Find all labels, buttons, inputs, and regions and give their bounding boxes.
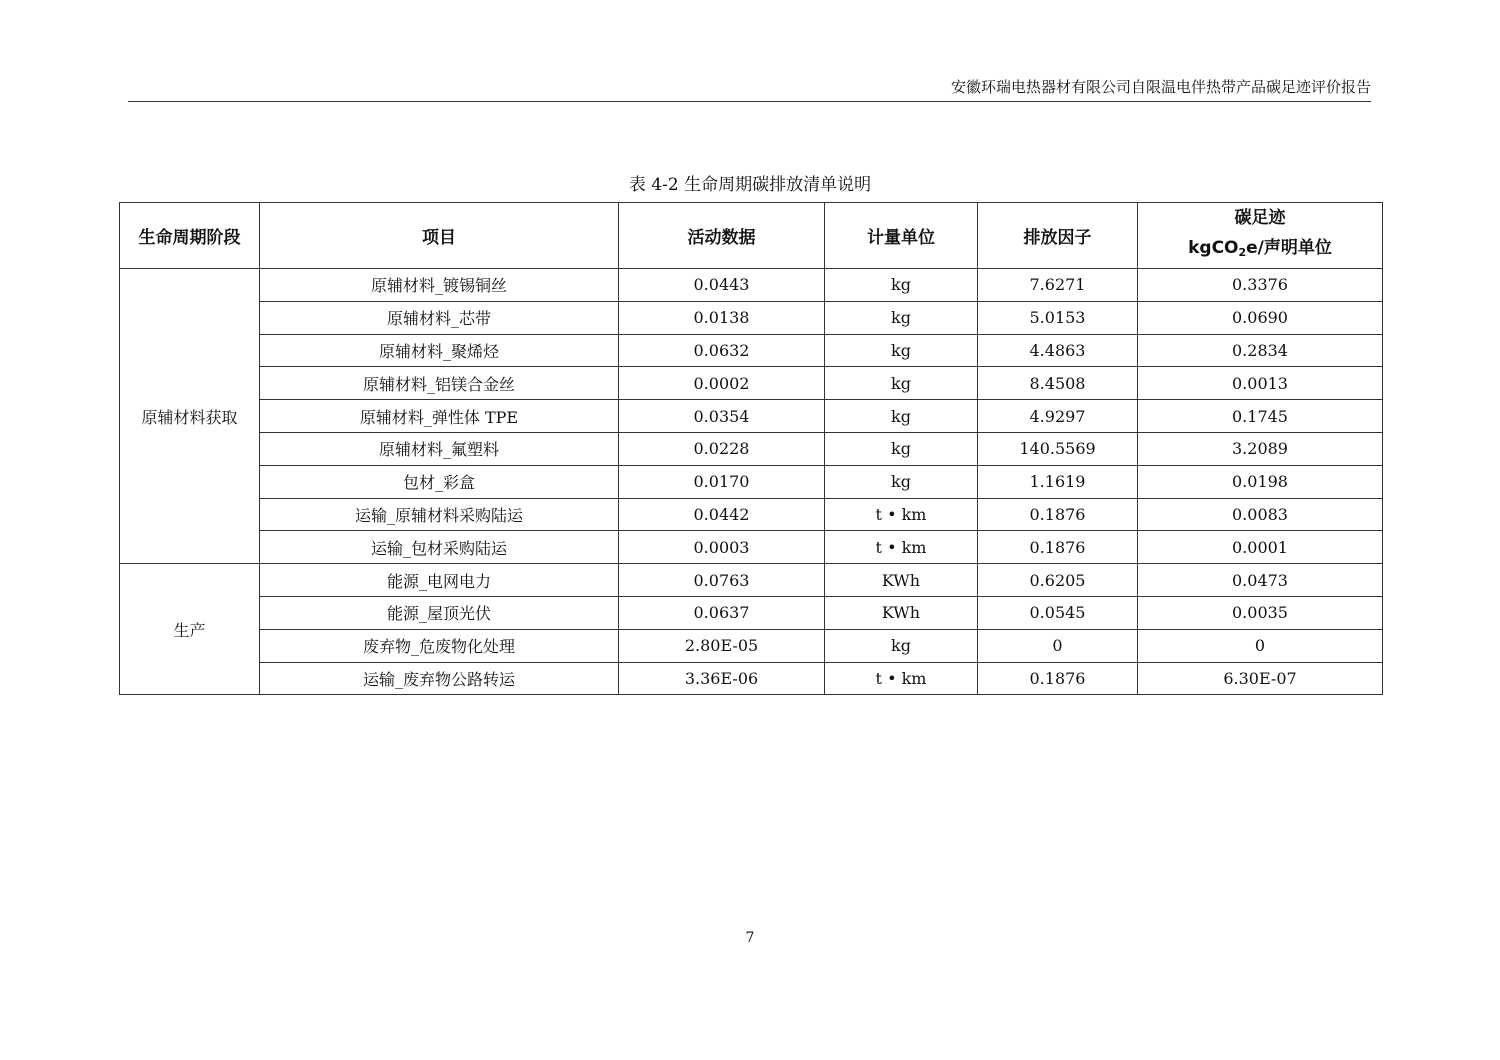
footprint-cell: 0.0198	[1138, 465, 1383, 498]
table-row	[120, 662, 1383, 695]
item-cell: 能源_电网电力	[260, 564, 619, 597]
activity-cell: 0.0354	[619, 400, 825, 433]
header-item: 项目	[260, 203, 619, 269]
table-row	[120, 334, 1383, 367]
table-row	[120, 465, 1383, 498]
table-row	[120, 531, 1383, 564]
unit-cell: kg	[825, 400, 978, 433]
footprint-cell: 3.2089	[1138, 432, 1383, 465]
stage-cell: 生产	[120, 564, 260, 695]
table-row	[120, 596, 1383, 629]
stage-cell: 原辅材料获取	[120, 269, 260, 564]
factor-cell: 1.1619	[978, 465, 1138, 498]
header-footprint-line1: 碳足迹	[1234, 208, 1286, 228]
table-row	[120, 498, 1383, 531]
factor-cell: 0.1876	[978, 531, 1138, 564]
activity-cell: 0.0138	[619, 301, 825, 334]
factor-cell: 8.4508	[978, 367, 1138, 400]
footprint-cell: 0.0083	[1138, 498, 1383, 531]
carbon-emission-table	[119, 202, 1383, 695]
table-row	[120, 629, 1383, 662]
unit-cell: kg	[825, 334, 978, 367]
footprint-cell: 0.0013	[1138, 367, 1383, 400]
unit-cell: t • km	[825, 498, 978, 531]
footprint-cell: 0.1745	[1138, 400, 1383, 433]
footprint-cell: 0.0035	[1138, 596, 1383, 629]
header-activity: 活动数据	[619, 203, 825, 269]
table-header-row	[120, 203, 1383, 269]
page-number: 7	[745, 930, 755, 946]
table-caption: 表 4-2 生命周期碳排放清单说明	[628, 175, 872, 195]
activity-cell: 0.0228	[619, 432, 825, 465]
unit-cell: kg	[825, 465, 978, 498]
item-cell: 能源_屋顶光伏	[260, 596, 619, 629]
footprint-cell: 0.2834	[1138, 334, 1383, 367]
header-footprint-pre: kgCO	[1188, 238, 1239, 258]
header-factor: 排放因子	[978, 203, 1138, 269]
item-cell: 原辅材料_芯带	[260, 301, 619, 334]
activity-cell: 0.0002	[619, 367, 825, 400]
footprint-cell: 0.0690	[1138, 301, 1383, 334]
footprint-cell: 0.3376	[1138, 269, 1383, 302]
activity-cell: 0.0763	[619, 564, 825, 597]
unit-cell: KWh	[825, 596, 978, 629]
factor-cell: 0	[978, 629, 1138, 662]
factor-cell: 7.6271	[978, 269, 1138, 302]
table-row	[120, 564, 1383, 597]
activity-cell: 0.0442	[619, 498, 825, 531]
item-cell: 运输_包材采购陆运	[260, 531, 619, 564]
table-row	[120, 269, 1383, 302]
unit-cell: kg	[825, 301, 978, 334]
header-footprint	[1138, 203, 1383, 269]
activity-cell: 0.0170	[619, 465, 825, 498]
unit-cell: kg	[825, 629, 978, 662]
activity-cell: 0.0637	[619, 596, 825, 629]
header-footprint-line2	[1138, 233, 1382, 268]
footprint-cell: 0.0001	[1138, 531, 1383, 564]
table-row	[120, 400, 1383, 433]
item-cell: 原辅材料_镀锡铜丝	[260, 269, 619, 302]
unit-cell: kg	[825, 432, 978, 465]
unit-cell: t • km	[825, 531, 978, 564]
factor-cell: 140.5569	[978, 432, 1138, 465]
unit-cell: kg	[825, 367, 978, 400]
factor-cell: 0.0545	[978, 596, 1138, 629]
activity-cell: 0.0003	[619, 531, 825, 564]
header-footprint-post: e/声明单位	[1246, 238, 1332, 258]
item-cell: 原辅材料_聚烯烃	[260, 334, 619, 367]
table-body	[120, 269, 1383, 695]
footprint-cell: 0	[1138, 629, 1383, 662]
item-cell: 原辅材料_铝镁合金丝	[260, 367, 619, 400]
activity-cell: 0.0632	[619, 334, 825, 367]
factor-cell: 5.0153	[978, 301, 1138, 334]
header-unit: 计量单位	[825, 203, 978, 269]
item-cell: 废弃物_危废物化处理	[260, 629, 619, 662]
header-footprint-sub: 2	[1238, 246, 1247, 259]
item-cell: 运输_原辅材料采购陆运	[260, 498, 619, 531]
activity-cell: 2.80E-05	[619, 629, 825, 662]
item-cell: 运输_废弃物公路转运	[260, 662, 619, 695]
factor-cell: 0.6205	[978, 564, 1138, 597]
table-row	[120, 367, 1383, 400]
unit-cell: kg	[825, 269, 978, 302]
table-row	[120, 301, 1383, 334]
unit-cell: t • km	[825, 662, 978, 695]
footprint-cell: 0.0473	[1138, 564, 1383, 597]
factor-cell: 4.9297	[978, 400, 1138, 433]
factor-cell: 0.1876	[978, 662, 1138, 695]
page-header: 安徽环瑞电热器材有限公司自限温电伴热带产品碳足迹评价报告	[128, 76, 1371, 102]
item-cell: 原辅材料_氟塑料	[260, 432, 619, 465]
header-stage: 生命周期阶段	[120, 203, 260, 269]
footprint-cell: 6.30E-07	[1138, 662, 1383, 695]
item-cell: 原辅材料_弹性体 TPE	[260, 400, 619, 433]
factor-cell: 0.1876	[978, 498, 1138, 531]
factor-cell: 4.4863	[978, 334, 1138, 367]
table-row	[120, 432, 1383, 465]
activity-cell: 0.0443	[619, 269, 825, 302]
activity-cell: 3.36E-06	[619, 662, 825, 695]
unit-cell: KWh	[825, 564, 978, 597]
item-cell: 包材_彩盒	[260, 465, 619, 498]
